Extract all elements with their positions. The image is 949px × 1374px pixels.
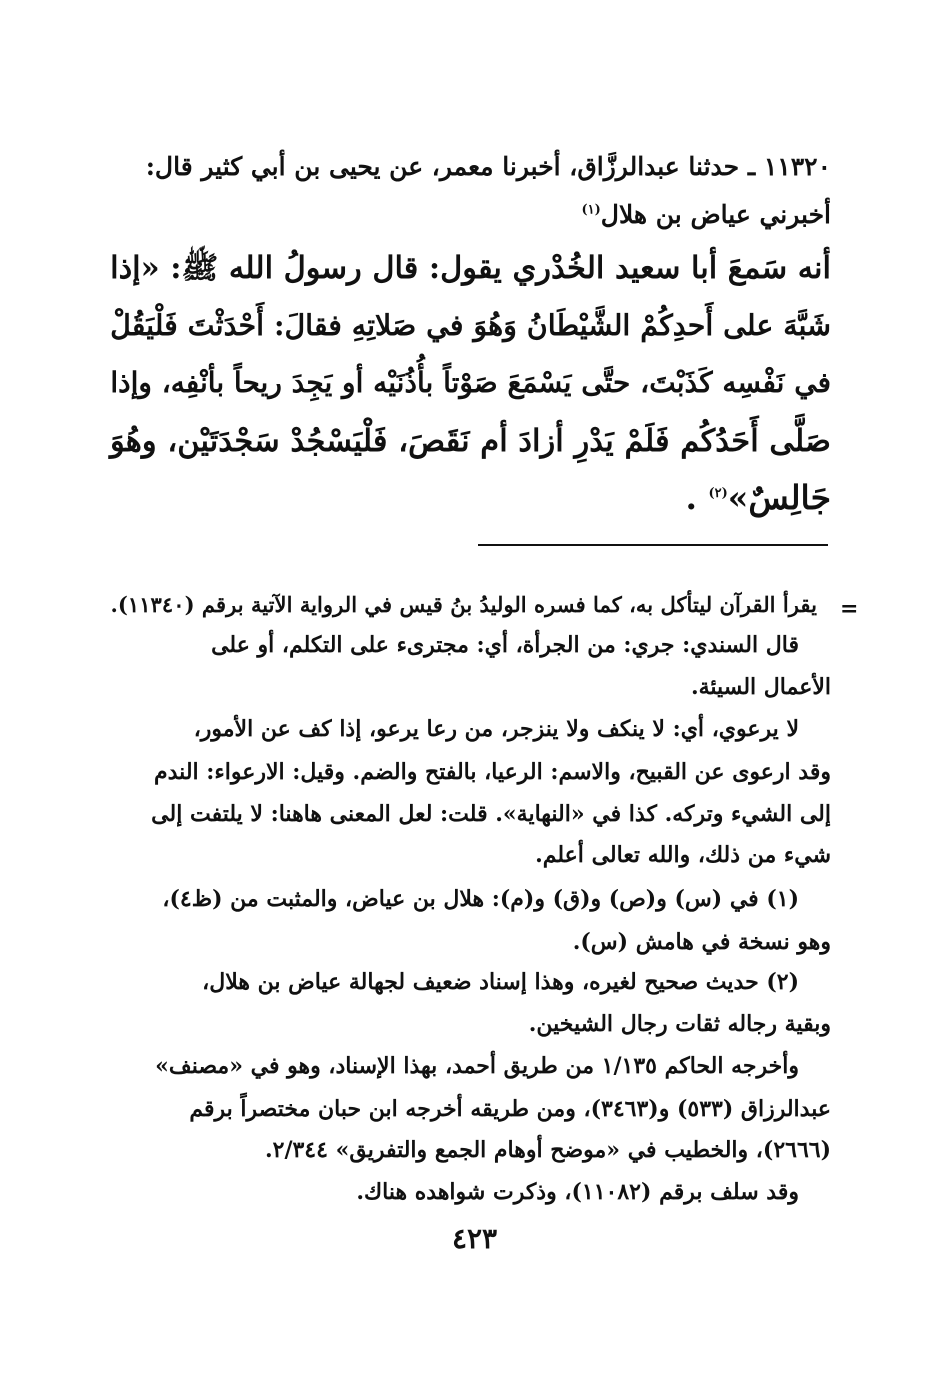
footnote-line: وهو نسخة في هامش (س). [572,929,831,955]
footnote-line: وقد سلف برقم (١١٠٨٢)، وذكرت شواهده هناك. [356,1179,799,1205]
footnote-line: وقد ارعوى عن القبيح، والاسم: الرعيا، بالفتح والضم. وقيل: الارعواء: الندم [154,759,831,785]
footnote-line: شيء من ذلك، والله تعالى أعلم. [535,842,831,868]
footnote-line: وأخرجه الحاكم ١/١٣٥ من طريق أحمد، بهذا الإسناد، وهو في «مصنف» [155,1053,799,1079]
hadith-line: شَبَّهَ على أَحدِكُمْ الشَّيْطَانُ وَهُوَ في صَلاتِهِ فقالَ: أَحْدَثْتَ فَلْيَقُلْ [110,308,831,342]
footnote-line: (٢) حديث صحيح لغيره، وهذا إسناد ضعيف لجهالة عياض بن هلال، [202,969,799,995]
footnote-line: لا يرعوي، أي: لا ينكف ولا ينزجر، من رعا يرعو، إذا كف عن الأمور، [193,716,799,742]
page-number: ٤٢٣ [451,1222,498,1255]
footnote-line: (١) في (س) و(ص) و(ق) و(م): هلال بن عياض، والمثبت من (ظ٤)، [162,886,799,912]
isnad-line [582,200,832,229]
footnote-ref-1: (١) [581,202,601,218]
hadith-number-line: ١١٣٢٠ ـ حدثنا عبدالرزَّاق، أخبرنا معمر، عن يحيى بن أبي كثير قال: [145,152,831,181]
footnote-line: وبقية رجاله ثقات رجال الشيخين. [528,1011,831,1037]
hadith-last-text: جَالِسٌ» [727,478,831,517]
footnote-line: عبدالرزاق (٥٣٣) و(٣٤٦٣)، ومن طريقه أخرجه ابن حبان مختصراً برقم [189,1096,831,1122]
footnote-line: إلى الشيء وتركه. كذا في «النهاية». قلت: لعل المعنى هاهنا: لا يلتفت إلى [151,801,831,827]
isnad-text: أخبرني عياض بن هلال [600,200,831,229]
footnote-line: يقرأ القرآن ليتأكل به، كما فسره الوليدُ بنُ قيس في الرواية الآتية برقم (١١٣٤٠). [110,592,817,617]
footnote-ref-2: (٢) [708,486,728,501]
end-punct: . [685,478,697,517]
hadith-line: صَلَّى أَحَدُكُم فَلَمْ يَدْرِ أزادَ أم نَقَصَ، فَلْيَسْجُدْ سَجْدَتَيْن، وهُوَ [109,423,831,459]
footnote-line: (٢٦٦٦)، والخطيب في «موضح أوهام الجمع والتفريق» ٢/٣٤٤. [264,1137,831,1163]
continuation-mark: = [840,596,859,622]
footnote-separator [478,544,828,546]
hadith-last-line [685,478,831,517]
footnote-line: قال السندي: جري: من الجرأة، أي: مجترىء على التكلم، أو على [211,632,799,658]
hadith-line: أنه سَمعَ أبا سعيد الخُدْري يقول: قال رسولُ الله ﷺ: «إذا [110,250,831,286]
hadith-line: في نَفْسِه كَذَبْتَ، حتَّى يَسْمَعَ صَوْتاً بأُذُنَيْه أو يَجِدَ ريحاً بأنْفِه، وإذا [110,366,831,399]
footnote-line: الأعمال السيئة. [690,674,831,700]
